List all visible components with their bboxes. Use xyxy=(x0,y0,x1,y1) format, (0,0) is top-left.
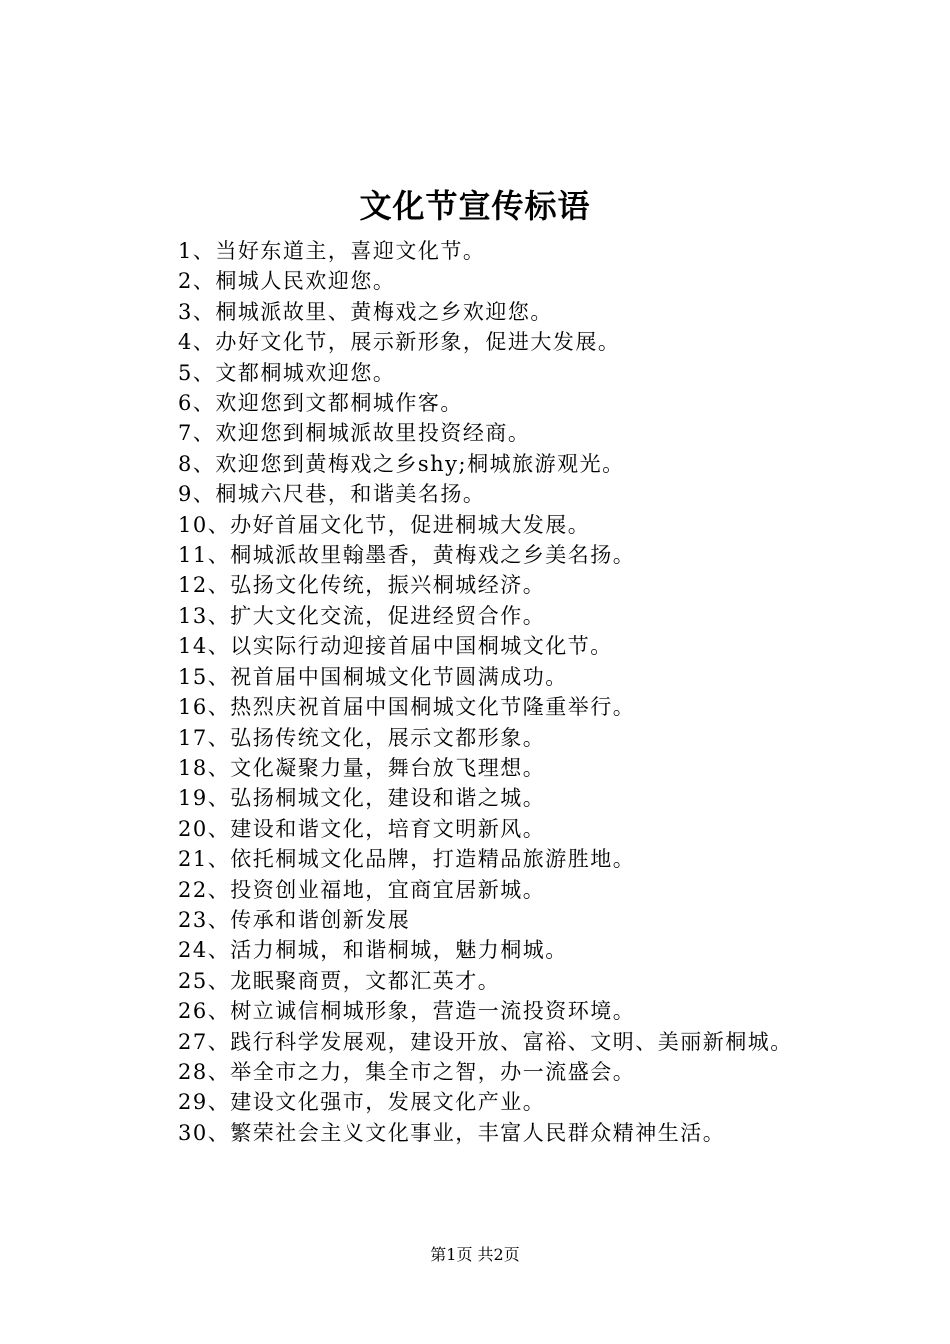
list-item: 6、欢迎您到文都桐城作客。 xyxy=(178,391,463,416)
list-item: 28、举全市之力，集全市之智，办一流盛会。 xyxy=(178,1059,636,1084)
document-title: 文化节宣传标语 xyxy=(359,187,591,225)
list-item: 4、办好文化节，展示新形象，促进大发展。 xyxy=(178,330,621,355)
list-item: 16、热烈庆祝首届中国桐城文化节隆重举行。 xyxy=(178,695,636,720)
list-item: 21、依托桐城文化品牌，打造精品旅游胜地。 xyxy=(178,847,636,872)
list-item: 2、桐城人民欢迎您。 xyxy=(178,269,396,294)
list-item: 29、建设文化强市，发展文化产业。 xyxy=(178,1090,546,1115)
list-item: 13、扩大文化交流，促进经贸合作。 xyxy=(178,603,546,628)
list-item: 8、欢迎您到黄梅戏之乡shy;桐城旅游观光。 xyxy=(178,451,625,476)
list-item: 24、活力桐城，和谐桐城，魅力桐城。 xyxy=(178,938,568,963)
list-item: 26、树立诚信桐城形象，营造一流投资环境。 xyxy=(178,999,636,1024)
list-item: 19、弘扬桐城文化，建设和谐之城。 xyxy=(178,786,546,811)
slogan-list xyxy=(130,236,840,1148)
list-item: 17、弘扬传统文化，展示文都形象。 xyxy=(178,725,546,750)
list-item: 18、文化凝聚力量，舞台放飞理想。 xyxy=(178,755,546,780)
list-item: 10、办好首届文化节，促进桐城大发展。 xyxy=(178,512,591,537)
list-item: 23、传承和谐创新发展 xyxy=(178,907,411,932)
list-item: 1、当好东道主，喜迎文化节。 xyxy=(178,239,486,263)
list-item: 22、投资创业福地，宜商宜居新城。 xyxy=(178,877,546,902)
list-item: 12、弘扬文化传统，振兴桐城经济。 xyxy=(178,573,546,598)
list-item: 14、以实际行动迎接首届中国桐城文化节。 xyxy=(178,634,613,659)
list-item: 27、践行科学发展观，建设开放、富裕、文明、美丽新桐城。 xyxy=(178,1029,793,1054)
list-item: 30、繁荣社会主义文化事业，丰富人民群众精神生活。 xyxy=(178,1120,726,1145)
list-item: 5、文都桐城欢迎您。 xyxy=(178,360,396,385)
list-item: 25、龙眠聚商贾，文都汇英才。 xyxy=(178,968,501,993)
list-item: 9、桐城六尺巷，和谐美名扬。 xyxy=(178,482,486,507)
list-item: 3、桐城派故里、黄梅戏之乡欢迎您。 xyxy=(178,299,553,324)
list-item: 20、建设和谐文化，培育文明新风。 xyxy=(178,816,546,841)
list-item: 15、祝首届中国桐城文化节圆满成功。 xyxy=(178,664,568,689)
page-footer: 第1页 共2页 xyxy=(430,1245,520,1264)
list-item: 7、欢迎您到桐城派故里投资经商。 xyxy=(178,421,531,446)
list-item: 11、桐城派故里翰墨香，黄梅戏之乡美名扬。 xyxy=(178,543,636,568)
